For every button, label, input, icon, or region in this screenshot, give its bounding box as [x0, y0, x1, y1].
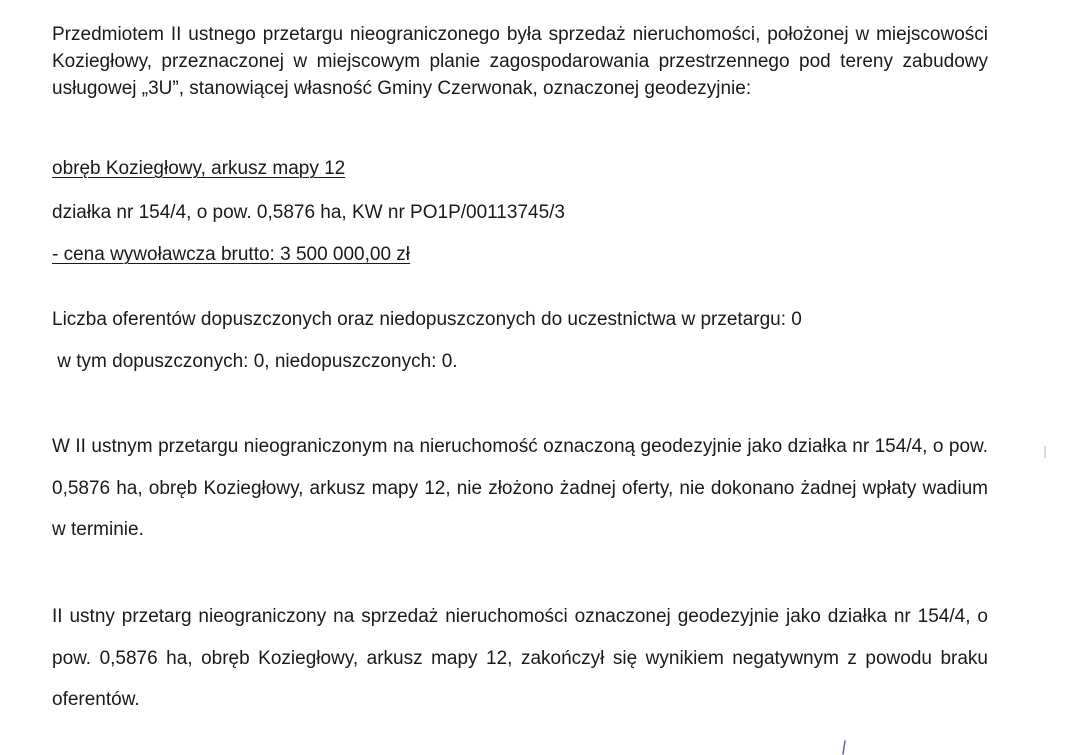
bidders-count-line: Liczba oferentów dopuszczonych oraz niedopuszczonych do uczestnictwa w przetargu: 0 — [52, 309, 802, 330]
bidders-detail-line: w tym dopuszczonych: 0, niedopuszczonych: 0. — [52, 351, 458, 372]
property-price-line: - cena wywoławcza brutto: 3 500 000,00 zł — [52, 244, 411, 265]
property-location-line: obręb Koziegłowy, arkusz mapy 12 — [52, 158, 346, 179]
intro-paragraph: Przedmiotem II ustnego przetargu nieograniczonego była sprzedaż nieruchomości, położonej w miejscowości Koziegłowy, przeznaczonej w miejscowym planie zagospodarowania przestrzennego pod tereny zabudowy usługowej „3U”, stanowiącej własność Gminy Czerwonak, oznaczonej geodezyjnie: — [52, 24, 988, 99]
pen-stroke-mark — [838, 740, 850, 755]
property-parcel-line: działka nr 154/4, o pow. 0,5876 ha, KW nr PO1P/00113745/3 — [52, 202, 565, 223]
scan-artifact-mark — [1044, 446, 1046, 458]
result-paragraph: W II ustnym przetargu nieograniczonym na nieruchomość oznaczoną geodezyjnie jako działka nr 154/4, o pow. 0,5876 ha, obręb Koziegłowy, arkusz mapy 12, nie złożono żadnej oferty, nie dokonano żadnej wpłaty wadium w terminie. — [52, 436, 988, 540]
final-paragraph: II ustny przetarg nieograniczony na sprzedaż nieruchomości oznaczonej geodezyjnie jako działka nr 154/4, o pow. 0,5876 ha, obręb Koziegłowy, arkusz mapy 12, zakończył się wynikiem negatywnym z powodu braku oferentów. — [52, 606, 988, 710]
